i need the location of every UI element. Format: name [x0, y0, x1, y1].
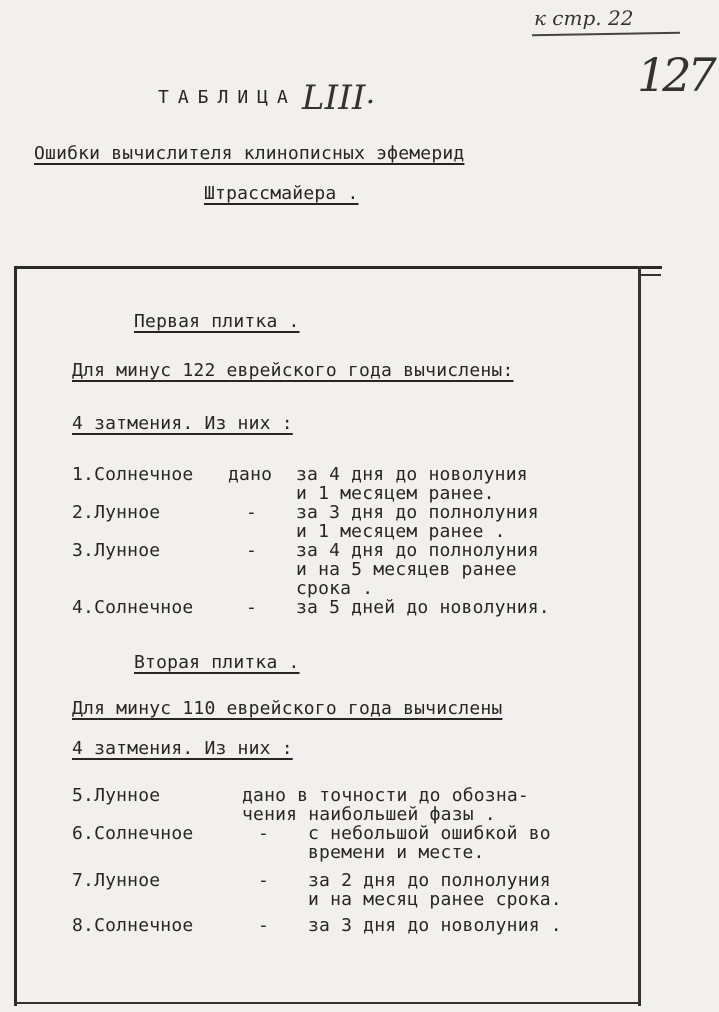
- list-item-7-label: 7.Лунное: [72, 870, 161, 891]
- list-item-6-line1: с небольшой ошибкой во: [308, 823, 551, 844]
- list-item-4-line1: за 5 дней до новолуния.: [296, 597, 550, 618]
- list-item-3-label: 3.Лунное: [72, 540, 161, 561]
- section2-count: 4 затмения. Из них :: [72, 738, 293, 759]
- subtitle-line-2: Штрассмайера .: [204, 183, 359, 204]
- list-item-6-label: 6.Солнечное: [72, 823, 194, 844]
- list-item-2-line2: и 1 месяцем ранее .: [296, 521, 506, 542]
- subtitle-line-1: Ошибки вычислителя клинописных эфемерид: [34, 143, 465, 164]
- section2-intro: Для минус 110 еврейского года вычислены: [72, 698, 503, 719]
- page-reference-underline: [532, 32, 680, 37]
- section2-heading: Вторая плитка .: [134, 652, 300, 673]
- table-frame-tick: [641, 274, 661, 276]
- list-item-8-label: 8.Солнечное: [72, 915, 194, 936]
- list-item-2-line1: за 3 дня до полнолуния: [296, 502, 539, 523]
- section1-heading: Первая плитка .: [134, 311, 300, 332]
- list-item-5-line2: чения наибольшей фазы .: [242, 804, 496, 825]
- table-number-handwritten: LIII: [301, 78, 366, 118]
- list-item-5-label: 5.Лунное: [72, 785, 161, 806]
- list-item-1-line1: за 4 дня до новолуния: [296, 464, 528, 485]
- list-item-2-mid: -: [246, 502, 258, 523]
- page-reference-note: к стр. 22: [534, 6, 634, 30]
- table-frame-top: [14, 266, 662, 269]
- list-item-3-line3: срока .: [296, 578, 374, 599]
- table-title-typed: ТАБЛИЦА: [158, 87, 297, 108]
- list-item-7-line1: за 2 дня до полнолуния: [308, 870, 551, 891]
- list-item-1-mid: дано: [228, 464, 273, 485]
- list-item-6-line2: времени и месте.: [308, 842, 485, 863]
- table-frame-bottom: [14, 1002, 640, 1004]
- list-item-8-line1: за 3 дня до новолуния .: [308, 915, 562, 936]
- list-item-8-mid: -: [258, 915, 270, 936]
- list-item-3-line2: и на 5 месяцев ранее: [296, 559, 517, 580]
- list-item-2-label: 2.Лунное: [72, 502, 161, 523]
- section1-count: 4 затмения. Из них :: [72, 413, 293, 434]
- list-item-7-mid: -: [258, 870, 270, 891]
- section1-intro: Для минус 122 еврейского года вычислены:: [72, 360, 514, 381]
- table-frame-left: [14, 266, 17, 1006]
- page-number: 127: [637, 48, 713, 102]
- list-item-3-mid: -: [246, 540, 258, 561]
- title-dot: .: [365, 76, 376, 111]
- table-title: [158, 72, 376, 118]
- list-item-3-line1: за 4 дня до полнолуния: [296, 540, 539, 561]
- list-item-1-label: 1.Солнечное: [72, 464, 194, 485]
- list-item-4-mid: -: [246, 597, 258, 618]
- list-item-4-label: 4.Солнечное: [72, 597, 194, 618]
- table-frame-right: [638, 266, 641, 1006]
- list-item-5-line1: дано в точности до обозна-: [242, 785, 529, 806]
- list-item-6-mid: -: [258, 823, 270, 844]
- list-item-7-line2: и на месяц ранее срока.: [308, 889, 562, 910]
- list-item-1-line2: и 1 месяцем ранее.: [296, 483, 495, 504]
